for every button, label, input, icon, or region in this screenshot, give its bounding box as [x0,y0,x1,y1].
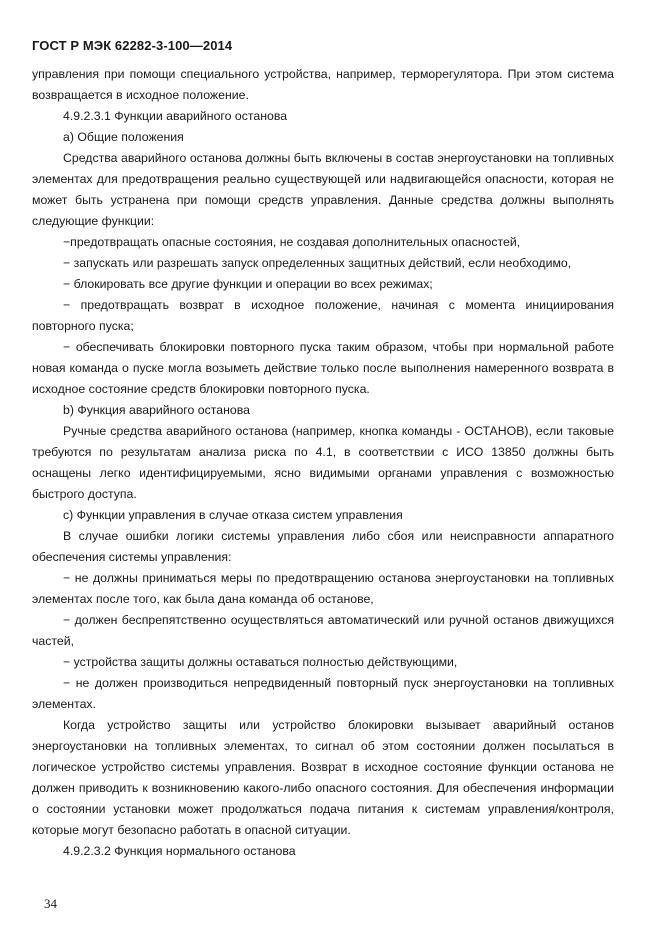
list-item: − блокировать все другие функции и операции во всех режимах; [63,277,433,291]
paragraph-logic-error: В случае ошибки логики системы управления либо сбоя или неисправности аппаратного обеспечения системы управления: [32,529,614,564]
subheading-emergency-stop-function: b) Функция аварийного останова [63,403,250,417]
document-header: ГОСТ Р МЭК 62282-3-100—2014 [32,38,233,53]
paragraph-protective-device: Когда устройство защиты или устройство блокировки вызывает аварийный останов энергоустановки на топливных элементах, то сигнал об этом состоянии должен посылаться в логическое устройство системы управления. Возврат в исходное состояние функции останова не должен приводить к возникновению какого-либо опасного состояния. Для обеспечения информации о состоянии установки может продолжаться подача питания к системам управления/контроля, которые могут безопасно работать в опасной ситуации. [32,718,614,837]
paragraph-emergency-stop-means: Средства аварийного останова должны быть включены в состав энергоустановки на топливных элементах для предотвращения реально существующей или надвигающейся опасности, которая не может быть устранена при помощи средств управления. Данные средства должны выполнять следующие функции: [32,151,614,228]
list-item: − предотвращать возврат в исходное положение, начиная с момента инициирования повторного пуска; [32,298,614,333]
list-item: − запускать или разрешать запуск определенных защитных действий, если необходимо, [63,256,572,270]
section-heading-4-9-2-3-2: 4.9.2.3.2 Функция нормального останова [63,844,296,858]
list-item: − не должен производиться непредвиденный повторный пуск энергоустановки на топливных элементах. [32,676,614,711]
list-item: − обеспечивать блокировки повторного пуска таким образом, чтобы при нормальной работе новая команда о пуске могла возыметь действие только после выполнения намеренного возврата в исходное состояние средств блокировки повторного пуска. [32,340,614,396]
paragraph-continuation: управления при помощи специального устройства, например, терморегулятора. При этом система возвращается в исходное положение. [32,67,614,102]
document-body [32,64,614,862]
list-item: −предотвращать опасные состояния, не создавая дополнительных опасностей, [63,235,521,249]
section-heading-4-9-2-3-1: 4.9.2.3.1 Функции аварийного останова [63,109,288,123]
list-item: − устройства защиты должны оставаться полностью действующими, [63,655,458,669]
paragraph-manual-means: Ручные средства аварийного останова (например, кнопка команды - ОСТАНОВ), если таковые требуются по результатам анализа риска по 4.1, в соответствии с ИСО 13850 должны быть оснащены легко идентифицируемыми, ясно видимыми органами управления с возможностью быстрого доступа. [32,424,614,501]
subheading-control-failure: c) Функции управления в случае отказа систем управления [63,508,403,522]
subheading-general: a) Общие положения [63,130,184,144]
list-item: − не должны приниматься меры по предотвращению останова энергоустановки на топливных элементах после того, как была дана команда об останове, [32,571,614,606]
list-item: − должен беспрепятственно осуществляться автоматический или ручной останов движущихся частей, [32,613,614,648]
page-number: 34 [44,896,57,911]
